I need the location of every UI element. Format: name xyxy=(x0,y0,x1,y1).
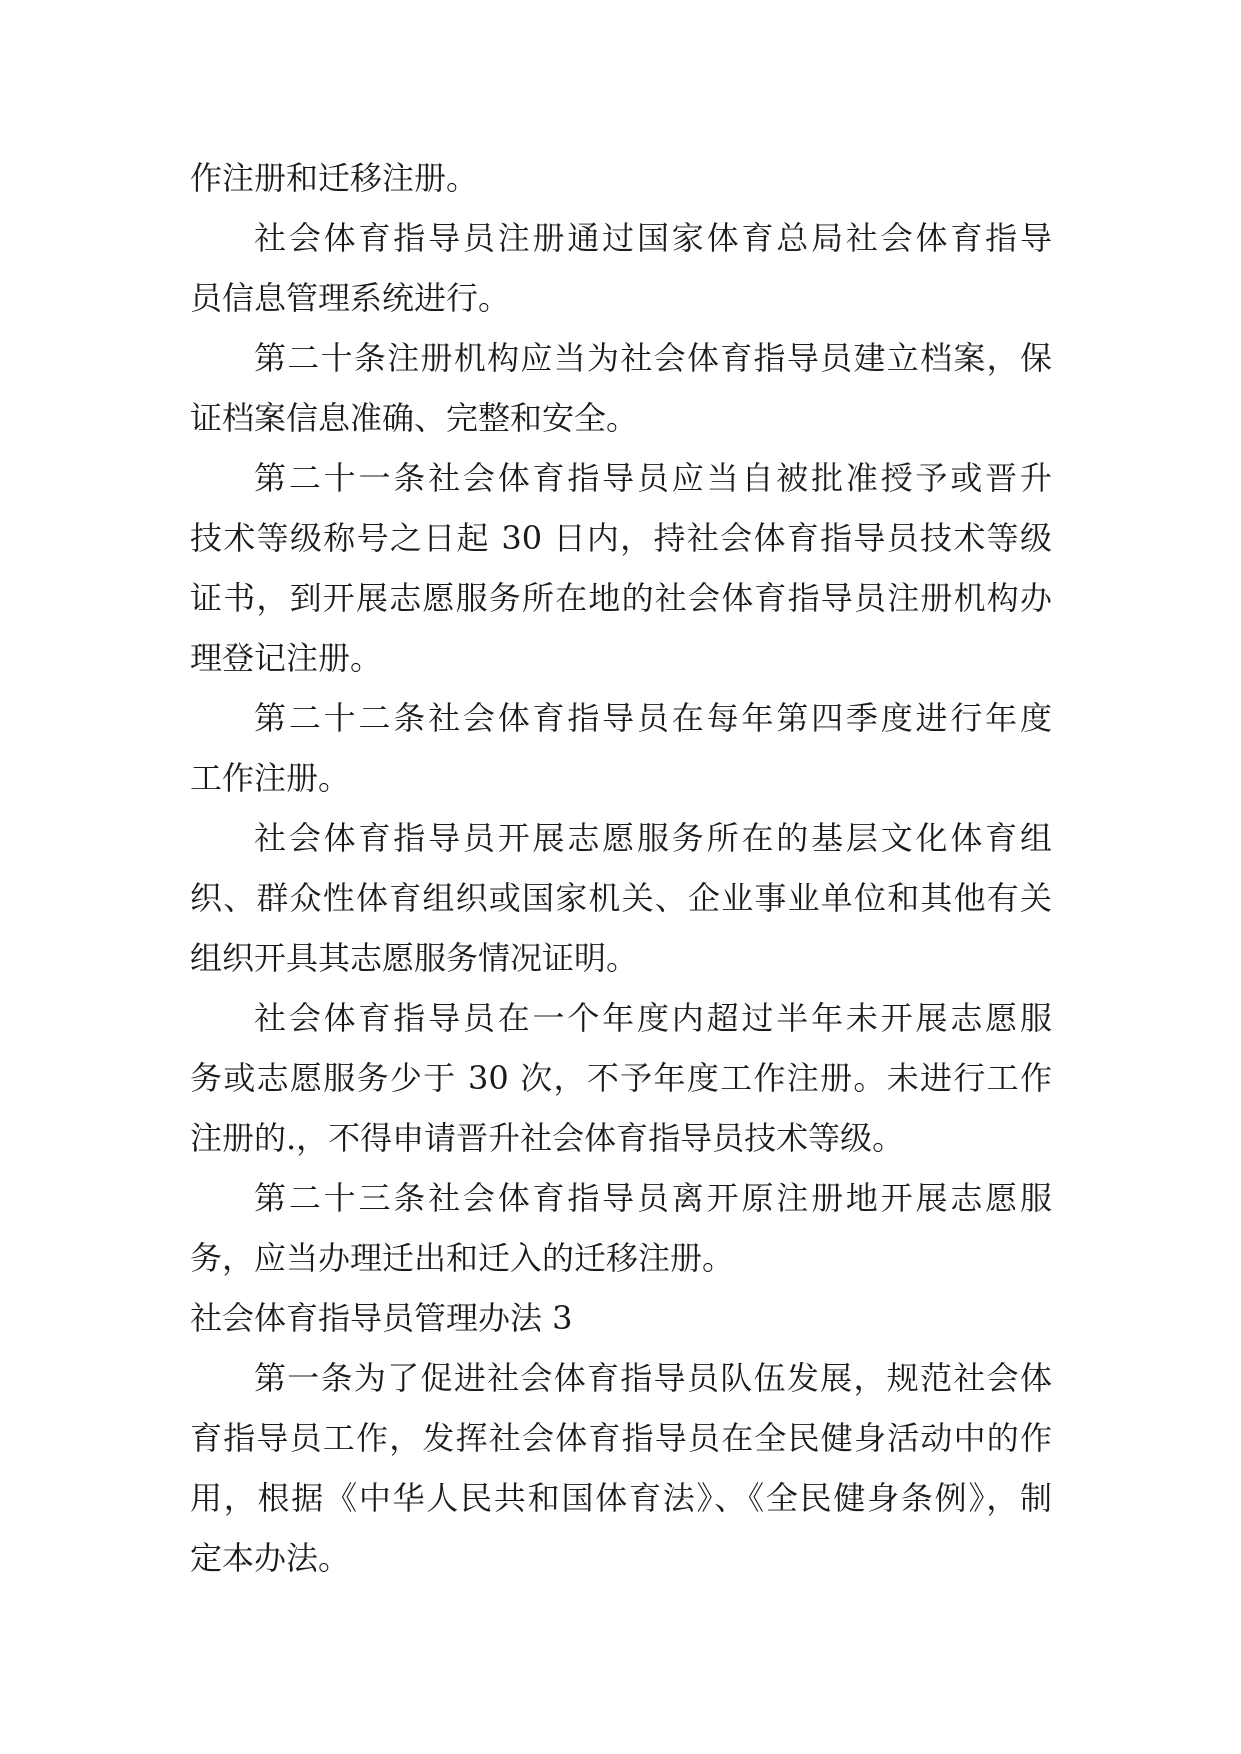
paragraph xyxy=(190,988,1052,1168)
text-line: 技术等级称号之日起 30 日内，持社会体育指导员技术等级 xyxy=(190,519,1052,557)
text-line: 第二十二条社会体育指导员在每年第四季度进行年度 xyxy=(254,699,1052,737)
paragraph xyxy=(190,1348,1052,1588)
paragraph xyxy=(190,808,1052,988)
text-line: 第一条为了促进社会体育指导员队伍发展，规范社会体 xyxy=(254,1359,1052,1397)
text-line: 组织开具其志愿服务情况证明。 xyxy=(190,939,639,977)
text-line: 证档案信息准确、完整和安全。 xyxy=(190,399,639,437)
text-line: 作注册和迁移注册。 xyxy=(190,159,479,197)
text-line: 社会体育指导员开展志愿服务所在的基层文化体育组 xyxy=(254,819,1052,857)
text-line: 员信息管理系统进行。 xyxy=(190,279,511,317)
section-heading xyxy=(190,1288,1052,1348)
text-line: 织、群众性体育组织或国家机关、企业事业单位和其他有关 xyxy=(190,879,1052,917)
text-line: 证书，到开展志愿服务所在地的社会体育指导员注册机构办 xyxy=(190,579,1052,617)
text-line: 第二十一条社会体育指导员应当自被批准授予或晋升 xyxy=(254,459,1052,497)
text-line: 社会体育指导员在一个年度内超过半年未开展志愿服 xyxy=(254,999,1052,1037)
text-line: 育指导员工作，发挥社会体育指导员在全民健身活动中的作 xyxy=(190,1419,1052,1457)
text-line: 工作注册。 xyxy=(190,759,351,797)
text-line: 理登记注册。 xyxy=(190,639,383,677)
paragraph xyxy=(190,208,1052,328)
text-line: 第二十条注册机构应当为社会体育指导员建立档案，保 xyxy=(254,339,1052,377)
paragraph xyxy=(190,1168,1052,1288)
text-line: 第二十三条社会体育指导员离开原注册地开展志愿服 xyxy=(254,1179,1052,1217)
text-line: 定本办法。 xyxy=(190,1539,351,1577)
text-line: 注册的.，不得申请晋升社会体育指导员技术等级。 xyxy=(190,1119,905,1157)
paragraph xyxy=(190,688,1052,808)
text-line: 务或志愿服务少于 30 次，不予年度工作注册。未进行工作 xyxy=(190,1059,1052,1097)
heading-text: 社会体育指导员管理办法 3 xyxy=(190,1299,573,1337)
paragraph xyxy=(190,148,1052,208)
paragraph xyxy=(190,448,1052,688)
paragraph xyxy=(190,328,1052,448)
document-body xyxy=(190,148,1052,1588)
text-line: 社会体育指导员注册通过国家体育总局社会体育指导 xyxy=(254,219,1052,257)
text-line: 用，根据《中华人民共和国体育法》、《全民健身条例》，制 xyxy=(190,1479,1052,1517)
text-line: 务，应当办理迁出和迁入的迁移注册。 xyxy=(190,1239,735,1277)
